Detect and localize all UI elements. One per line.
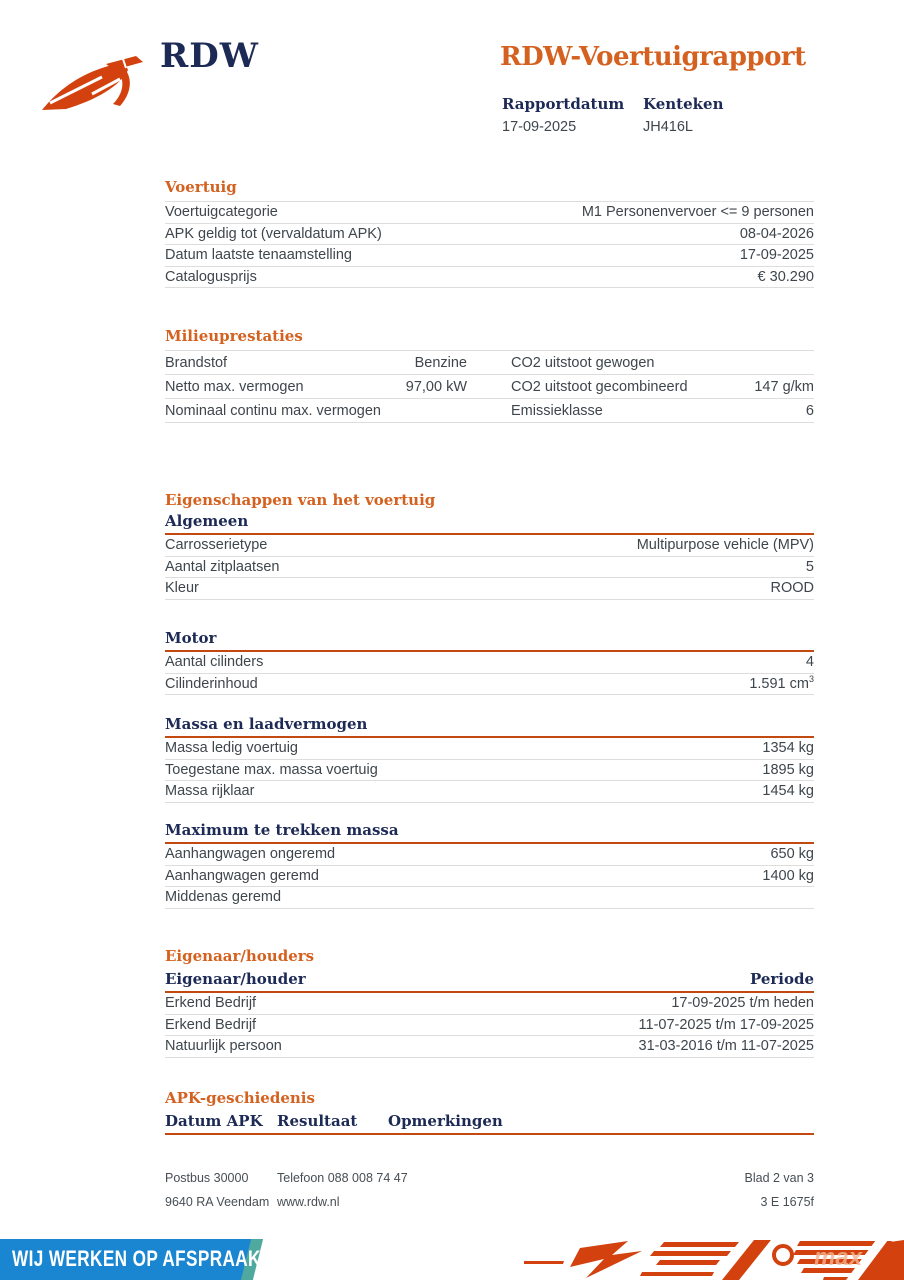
row-value: ROOD [770,580,814,597]
subsection-trekken-massa [165,821,814,909]
section-apk-geschiedenis [165,1089,814,1135]
row-value: 1895 kg [762,761,814,778]
table-row [165,351,814,375]
row-value: Multipurpose vehicle (MPV) [636,537,814,554]
superscript: 3 [808,673,814,684]
column-header: Resultaat [277,1112,358,1130]
rapportdatum-value: 17-09-2025 [502,119,577,135]
row-value: 1400 kg [762,867,814,884]
eigenaar-table [165,993,814,1058]
row-label: Aantal zitplaatsen [165,558,280,575]
eigenschappen-heading: Eigenschappen van het voertuig [165,491,436,509]
row-value: 147 g/km [754,378,814,395]
row-value: M1 Personenvervoer <= 9 personen [581,204,814,221]
row-value: 1454 kg [762,783,814,800]
section-eigenschappen [165,491,814,514]
footer-postbus: Postbus 30000 [165,1171,249,1185]
row-value: 17-09-2025 [739,247,814,264]
row-value: 6 [805,402,814,419]
column-header: Periode [749,970,814,988]
row-value: 1354 kg [762,740,814,757]
row-value: 5 [805,558,814,575]
row-value: 97,00 kW [405,378,467,395]
rdw-logo-text: RDW [160,36,259,76]
row-label: Aanhangwagen geremd [165,867,319,884]
kenteken-value: JH416L [643,119,693,135]
algemeen-heading: Algemeen [165,512,249,530]
footer-website: www.rdw.nl [277,1195,340,1209]
voertuig-table [165,201,814,288]
row-label: CO2 uitstoot gecombineerd [511,378,688,395]
row-label: Toegestane max. massa voertuig [165,761,378,778]
row-label: Cilinderinhoud [165,675,258,692]
table-row [165,1015,814,1037]
section-eigenaar-houders [165,947,814,1058]
milieu-table [165,350,814,423]
row-label: Aanhangwagen ongeremd [165,846,336,863]
table-row [165,578,814,600]
column-header: Eigenaar/houder [165,970,306,988]
apk-table-header [165,1112,814,1131]
table-row [165,887,814,909]
table-row [165,844,814,866]
footer-page-number: Blad 2 van 3 [744,1171,814,1185]
owner-period: 11-07-2025 t/m 17-09-2025 [638,1016,814,1033]
massa-table [165,738,814,803]
watermark-text: max [814,1244,863,1271]
footer-row [165,1166,814,1190]
column-header: Datum APK [165,1112,263,1130]
afspraak-banner [0,1239,280,1280]
table-row [165,652,814,674]
table-row [165,202,814,224]
kenteken-label: Kenteken [643,95,724,113]
row-label: Voertuigcategorie [165,204,278,221]
report-title: RDW-Voertuigrapport [500,42,806,72]
table-row [165,674,814,696]
table-row [165,866,814,888]
report-meta [502,95,784,136]
table-row [165,760,814,782]
orange-rule [165,1133,814,1135]
row-value: 4 [805,654,814,671]
row-label: APK geldig tot (vervaldatum APK) [165,225,382,242]
row-label: Nominaal continu max. vermogen [165,402,381,419]
trekken-massa-table [165,844,814,909]
table-row [165,375,814,399]
banner-text: WIJ WERKEN OP AFSPRAAK [12,1246,261,1271]
trekken-massa-heading: Maximum te trekken massa [165,821,399,839]
massa-heading: Massa en laadvermogen [165,715,368,733]
table-row [165,781,814,803]
row-value: € 30.290 [757,268,814,285]
row-label: Massa ledig voertuig [165,740,298,757]
row-label: Middenas geremd [165,889,282,906]
apk-heading: APK-geschiedenis [165,1089,315,1107]
eigenaar-table-header [165,970,814,989]
table-row [165,245,814,267]
eigenaar-heading: Eigenaar/houders [165,947,315,965]
meta-kenteken [643,95,784,136]
row-label: Catalogusprijs [165,268,257,285]
subsection-motor [165,629,814,695]
owner-period: 31-03-2016 t/m 11-07-2025 [638,1038,814,1055]
voertuig-heading: Voertuig [165,178,237,196]
footer-telefoon: Telefoon 088 008 74 47 [277,1171,408,1185]
owner-type: Natuurlijk persoon [165,1038,282,1055]
row-label: Massa rijklaar [165,783,255,800]
footer-city: 9640 RA Veendam [165,1195,270,1209]
row-label: Datum laatste tenaamstelling [165,247,352,264]
rdw-feather-logo-icon [40,52,146,114]
meta-rapportdatum [502,95,643,136]
subsection-massa [165,715,814,803]
table-row [165,1036,814,1058]
row-label: Emissieklasse [511,402,603,419]
motor-heading: Motor [165,629,217,647]
subsection-algemeen [165,512,814,600]
row-value: 08-04-2026 [739,225,814,242]
motor-table [165,652,814,695]
rapportdatum-label: Rapportdatum [502,95,625,113]
owner-type: Erkend Bedrijf [165,995,257,1012]
table-row [165,224,814,246]
row-label: Carrosserietype [165,537,268,554]
footer-doc-code: 3 E 1675f [760,1195,814,1209]
row-value: 1.591 $cm^3$ [749,673,814,692]
row-label: Kleur [165,580,199,597]
table-row [165,267,814,289]
table-row [165,993,814,1015]
algemeen-table [165,535,814,600]
speed-stripes-graphic [524,1240,904,1280]
table-row [165,399,814,423]
section-milieuprestaties [165,327,814,423]
row-value: 650 kg [770,846,814,863]
table-row [165,557,814,579]
footer-row [165,1190,814,1214]
owner-period: 17-09-2025 t/m heden [671,995,814,1012]
page-footer [165,1166,814,1214]
section-voertuig [165,178,814,288]
milieu-heading: Milieuprestaties [165,327,303,345]
row-label: CO2 uitstoot gewogen [511,354,655,371]
table-row [165,738,814,760]
row-value: Benzine [414,354,467,371]
row-label: Netto max. vermogen [165,378,304,395]
column-header: Opmerkingen [388,1112,503,1130]
row-label: Brandstof [165,354,228,371]
row-label: Aantal cilinders [165,654,264,671]
owner-type: Erkend Bedrijf [165,1016,257,1033]
table-row [165,535,814,557]
